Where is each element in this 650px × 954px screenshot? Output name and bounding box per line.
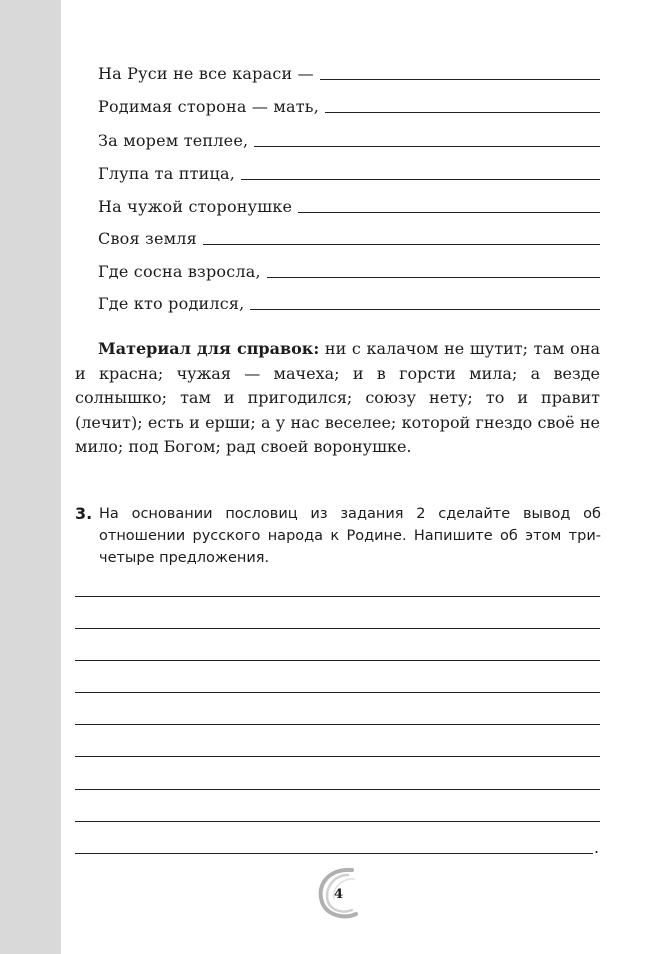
proverb-answer-line[interactable]: [320, 79, 600, 80]
proverb-2: [98, 97, 600, 117]
proverb-text: Родимая сторона — мать,: [98, 97, 320, 116]
proverb-answer-line[interactable]: [241, 179, 600, 180]
task-instruction: На основании пословиц из задания 2 сделайте вывод об отношении русского народа к Родине. Напишите об этом три-четыре предложения.: [99, 506, 601, 566]
proverb-answer-line[interactable]: [254, 146, 600, 147]
proverb-text: Где сосна взросла,: [98, 262, 261, 281]
answer-line[interactable]: [75, 756, 600, 757]
proverb-text: Глупа та птица,: [98, 164, 236, 183]
reference-label: Материал для справок:: [98, 339, 320, 358]
answer-end-dot: .: [594, 838, 600, 857]
proverb-text: Своя земля: [98, 229, 197, 248]
answer-line[interactable]: [75, 789, 600, 790]
proverb-text: На Руси не все караси —: [98, 64, 314, 83]
proverb-6: [98, 229, 600, 249]
proverb-answer-line[interactable]: [298, 212, 600, 213]
proverb-text: За морем теплее,: [98, 131, 249, 150]
answer-line[interactable]: [75, 821, 600, 822]
answer-line[interactable]: [75, 724, 600, 725]
answer-line[interactable]: [75, 628, 600, 629]
answer-line[interactable]: [75, 853, 593, 854]
proverb-answer-line[interactable]: [325, 112, 600, 113]
proverb-1: [98, 64, 600, 84]
task-number: 3.: [75, 504, 93, 523]
proverb-8: [98, 294, 600, 314]
page-number: 4: [334, 887, 344, 902]
left-margin-strip: [0, 0, 61, 954]
proverb-answer-line[interactable]: [267, 277, 600, 278]
proverb-text: На чужой сторонушке: [98, 197, 293, 216]
proverb-5: [98, 197, 600, 217]
proverb-answer-line[interactable]: [250, 309, 600, 310]
proverb-7: [98, 262, 600, 282]
proverb-3: [98, 131, 600, 151]
reference-material: [75, 337, 600, 460]
answer-line[interactable]: [75, 660, 600, 661]
reference-text: ни с калачом не шутит; там она и красна; чужая — мачеха; и в горсти мила; а везде солнышко; там и пригодился; союзу нету; то и правит (лечит); есть и ерши; а у нас веселее; которой гнездо своё не мило; под Богом; рад своей воронушке.: [75, 339, 601, 456]
answer-line[interactable]: [75, 692, 600, 693]
answer-line[interactable]: [75, 596, 600, 597]
proverb-text: Где кто родился,: [98, 294, 245, 313]
proverb-4: [98, 164, 600, 184]
proverb-answer-line[interactable]: [203, 244, 600, 245]
